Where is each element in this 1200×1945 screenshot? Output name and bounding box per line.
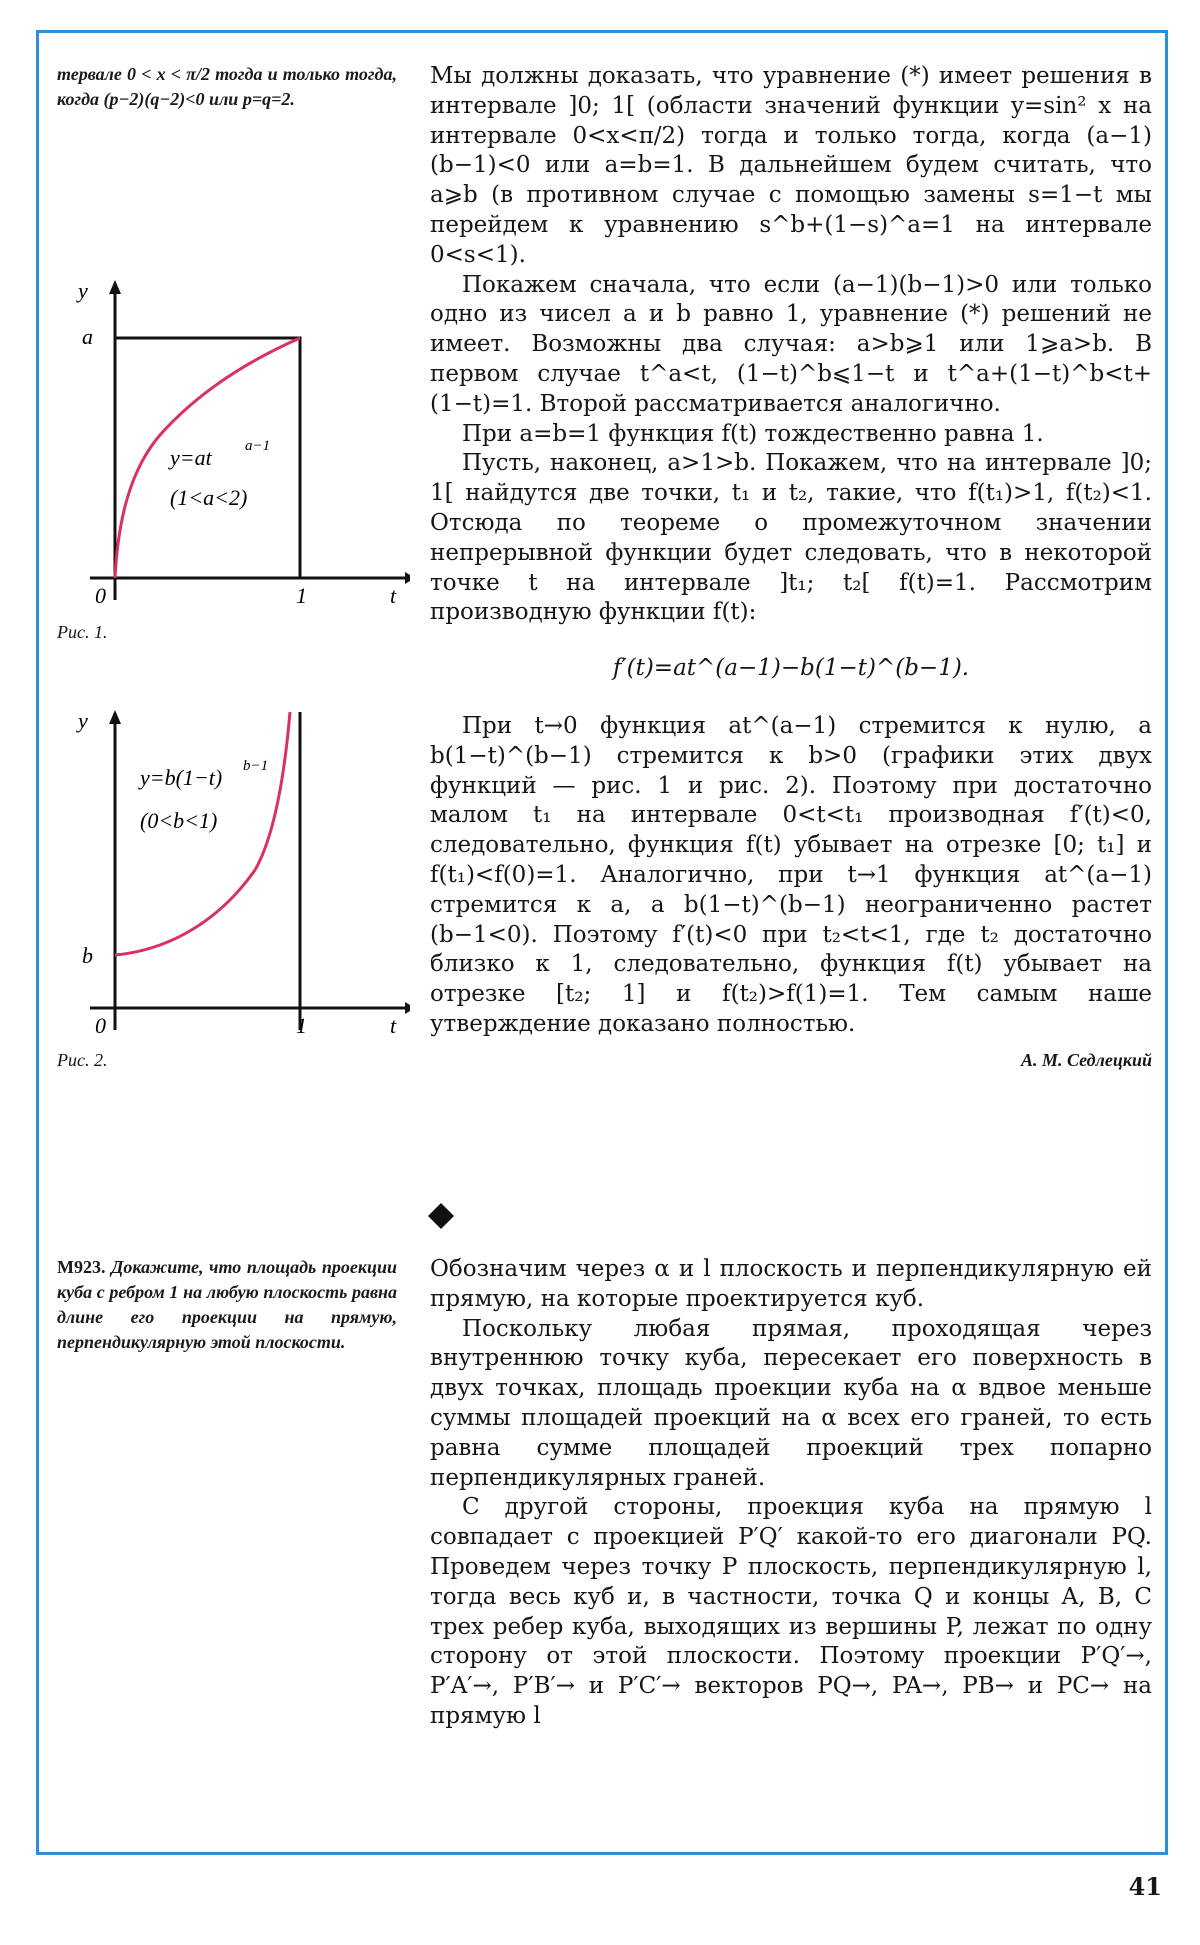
fig2-condition: (0<b<1) bbox=[140, 808, 218, 833]
fig1-caption: Рис. 1. bbox=[57, 622, 108, 642]
fig1-y-label: y bbox=[78, 278, 88, 303]
solution2-paragraph: Поскольку любая прямая, проходящая через внутреннюю точку куба, пересекает его поверхность в двух точках, площадь проекции куба на α вдвое меньше суммы площадей проекций на α всех его граней, то есть равна сумме площадей проекций трех попарно перпендикулярных граней. bbox=[430, 1315, 1152, 1491]
fig1-tick-a: a bbox=[82, 324, 93, 349]
sidebar-intro-note: тервале 0 < x < π/2 тогда и только тогда, когда (p−2)(q−2)<0 или p=q=2. bbox=[57, 64, 397, 109]
fig1-formula-exp: a−1 bbox=[245, 438, 271, 454]
fig1-x-arrow bbox=[405, 572, 410, 584]
fig2-curve bbox=[115, 712, 290, 955]
page-number: 41 bbox=[1128, 1872, 1162, 1901]
fig2-y-arrow bbox=[109, 710, 121, 724]
problem-text: Докажите, что площадь проекции куба с ребром 1 на любую плоскость равна длине его проекции на прямую, перпендикулярную этой плоскости. bbox=[57, 1257, 398, 1352]
fig2-x-arrow bbox=[405, 1002, 410, 1014]
fig2-tick-b: b bbox=[82, 943, 93, 968]
problem-m923 bbox=[57, 1255, 397, 1355]
fig2-formula-exp: b−1 bbox=[243, 758, 269, 774]
derivative-formula: f′(t)=at^(a−1)−b(1−t)^(b−1). bbox=[612, 655, 970, 682]
fig1-condition: (1<a<2) bbox=[170, 485, 248, 510]
solution-main bbox=[430, 62, 1152, 1076]
solution-paragraph: При a=b=1 функция f(t) тождественно равна 1. bbox=[462, 420, 1044, 447]
solution2-main bbox=[430, 1255, 1152, 1732]
fig2-formula: y=b(1−t) bbox=[140, 765, 223, 790]
fig2-tick-1: 1 bbox=[296, 1013, 307, 1038]
fig1-origin: 0 bbox=[95, 583, 106, 608]
solution-paragraph: Пусть, наконец, a>1>b. Покажем, что на интервале ]0; 1[ найдутся две точки, t₁ и t₂, такие, что f(t₁)>1, f(t₂)<1. Отсюда по теореме о промежуточном значении непрерывной функции будет следовать, что в некоторой точке t на интервале ]t₁; t₂[ f(t)=1. Рассмотрим производную функции f(t): bbox=[430, 450, 1152, 626]
fig2-y-label: y bbox=[78, 708, 88, 733]
fig1-t-label: t bbox=[390, 583, 397, 608]
fig2-origin: 0 bbox=[95, 1013, 106, 1038]
fig1-tick-1: 1 bbox=[296, 583, 307, 608]
author-signature: А. М. Седлецкий bbox=[1021, 1049, 1152, 1070]
figure-1 bbox=[60, 270, 410, 610]
figure-2 bbox=[60, 700, 410, 1040]
problem-label: М923. bbox=[57, 1257, 106, 1277]
solution-paragraph: При t→0 функция at^(a−1) стремится к нулю, а b(1−t)^(b−1) стремится к b>0 (графики этих двух функций — рис. 1 и рис. 2). Поэтому при достаточно малом t₁ на интервале 0<t<t₁ производная f′(t)<0, следовательно, функция f(t) убывает на отрезке [0; t₁] и f(t₁)<f(0)=1. Аналогично, при t→1 функция at^(a−1) стремится к a, а b(1−t)^(b−1) неограниченно растет (b−1<0). Поэтому f′(t)<0 при t₂<t<1, где t₂ достаточно близко к 1, следовательно, функция f(t) убывает на отрезке [t₂; 1] и f(t₂)>f(1)=1. Тем самым наше утверждение доказано полностью. bbox=[430, 712, 1152, 1037]
solution2-paragraph: С другой стороны, проекция куба на прямую l совпадает с проекцией P′Q′ какой-то его диагонали PQ. Проведем через точку P плоскость, перпендикулярную l, тогда весь куб и, в частности, точка Q и концы A, B, C трех ребер куба, выходящих из вершины P, лежат по одну сторону от этой плоскости. Поэтому проекции P′Q′→, P′A′→, P′B′→ и P′C′→ векторов PQ→, PA→, PB→ и PC→ на прямую l bbox=[430, 1494, 1152, 1729]
fig1-formula: y=at bbox=[170, 445, 212, 470]
fig2-caption: Рис. 2. bbox=[57, 1050, 108, 1070]
solution2-paragraph: Обозначим через α и l плоскость и перпендикулярную ей прямую, на которые проектируется куб. bbox=[430, 1256, 1152, 1312]
fig2-t-label: t bbox=[390, 1013, 397, 1038]
solution-paragraph: Покажем сначала, что если (a−1)(b−1)>0 или только одно из чисел a и b равно 1, уравнение (*) решений не имеет. Возможны два случая: a>b⩾1 или 1⩾a>b. В первом случае t^a<t, (1−t)^b⩽1−t и t^a+(1−t)^b<t+(1−t)=1. Второй рассматривается аналогично. bbox=[430, 271, 1152, 417]
diamond-separator-icon bbox=[428, 1203, 454, 1229]
fig1-y-arrow bbox=[109, 280, 121, 294]
solution-paragraph: Мы должны доказать, что уравнение (*) имеет решения в интервале ]0; 1[ (области значений функции y=sin² x на интервале 0<x<π/2) тогда и только тогда, когда (a−1)(b−1)<0 или a=b=1. В дальнейшем будем считать, что a⩾b (в противном случае с помощью замены s=1−t мы перейдем к уравнению s^b+(1−s)^a=1 на интервале 0<s<1). bbox=[430, 63, 1152, 268]
